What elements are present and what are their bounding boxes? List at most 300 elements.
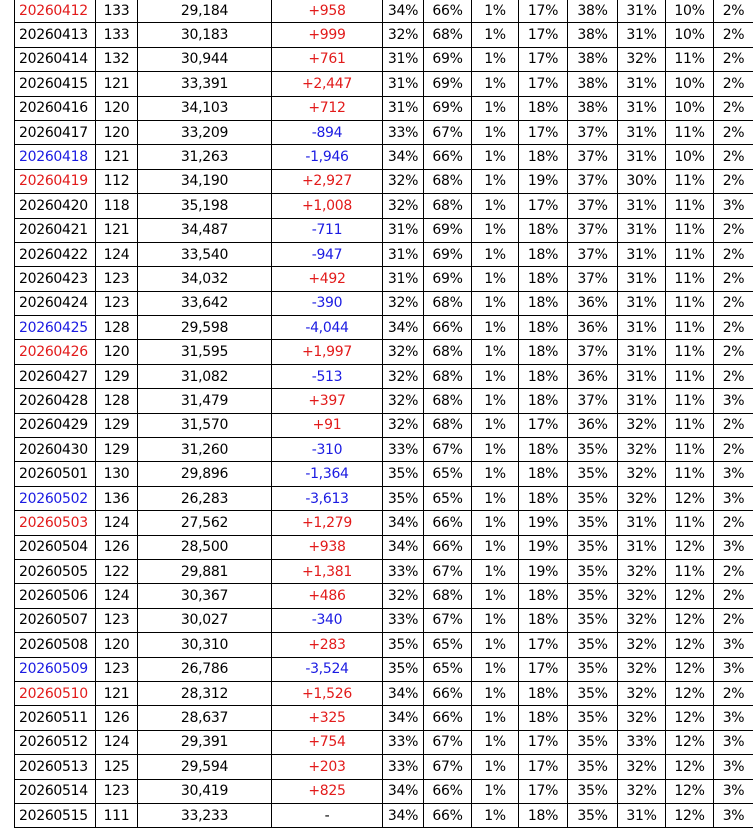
pct-cell-1: 34%: [383, 0, 424, 23]
pct-cell-2: 65%: [424, 462, 472, 486]
total-cell: 31,595: [138, 340, 272, 364]
pct-cell-1: 35%: [383, 633, 424, 657]
change-cell: +825: [272, 779, 383, 803]
pct-cell-3: 1%: [472, 633, 519, 657]
pct-cell-4: 18%: [519, 218, 568, 242]
date-cell: 20260417: [15, 120, 96, 144]
pct-cell-8: 2%: [714, 364, 753, 388]
change-cell: +754: [272, 730, 383, 754]
pct-cell-7: 10%: [666, 72, 714, 96]
table-row: [15, 291, 753, 315]
pct-cell-3: 1%: [472, 120, 519, 144]
count-cell: 123: [96, 291, 138, 315]
pct-cell-5: 37%: [568, 340, 618, 364]
pct-cell-1: 31%: [383, 267, 424, 291]
change-cell: -340: [272, 608, 383, 632]
table-row: [15, 755, 753, 779]
pct-cell-2: 68%: [424, 169, 472, 193]
pct-cell-4: 17%: [519, 657, 568, 681]
date-cell: 20260504: [15, 535, 96, 559]
pct-cell-1: 31%: [383, 72, 424, 96]
change-cell: -: [272, 803, 383, 827]
date-cell: 20260512: [15, 730, 96, 754]
pct-cell-2: 68%: [424, 194, 472, 218]
pct-cell-8: 2%: [714, 47, 753, 71]
total-cell: 33,642: [138, 291, 272, 315]
count-cell: 128: [96, 389, 138, 413]
pct-cell-7: 10%: [666, 145, 714, 169]
pct-cell-7: 11%: [666, 559, 714, 583]
pct-cell-5: 35%: [568, 633, 618, 657]
count-cell: 128: [96, 316, 138, 340]
total-cell: 30,027: [138, 608, 272, 632]
table-row: [15, 120, 753, 144]
pct-cell-4: 18%: [519, 681, 568, 705]
pct-cell-2: 65%: [424, 486, 472, 510]
pct-cell-4: 17%: [519, 779, 568, 803]
date-cell: 20260419: [15, 169, 96, 193]
date-cell: 20260414: [15, 47, 96, 71]
pct-cell-1: 34%: [383, 681, 424, 705]
table-row: [15, 218, 753, 242]
pct-cell-3: 1%: [472, 511, 519, 535]
change-cell: +1,381: [272, 559, 383, 583]
pct-cell-6: 31%: [618, 23, 666, 47]
table-row: [15, 316, 753, 340]
pct-cell-1: 34%: [383, 316, 424, 340]
pct-cell-8: 2%: [714, 559, 753, 583]
pct-cell-5: 35%: [568, 755, 618, 779]
pct-cell-4: 18%: [519, 706, 568, 730]
pct-cell-4: 18%: [519, 291, 568, 315]
table-row: [15, 584, 753, 608]
pct-cell-4: 17%: [519, 194, 568, 218]
change-cell: -894: [272, 120, 383, 144]
pct-cell-1: 33%: [383, 755, 424, 779]
pct-cell-2: 68%: [424, 291, 472, 315]
count-cell: 125: [96, 755, 138, 779]
pct-cell-1: 33%: [383, 730, 424, 754]
total-cell: 34,032: [138, 267, 272, 291]
date-cell: 20260508: [15, 633, 96, 657]
pct-cell-7: 12%: [666, 779, 714, 803]
pct-cell-2: 69%: [424, 242, 472, 266]
table-row: [15, 730, 753, 754]
pct-cell-1: 31%: [383, 96, 424, 120]
pct-cell-7: 10%: [666, 96, 714, 120]
change-cell: -711: [272, 218, 383, 242]
pct-cell-3: 1%: [472, 608, 519, 632]
pct-cell-8: 2%: [714, 218, 753, 242]
pct-cell-1: 31%: [383, 242, 424, 266]
pct-cell-8: 3%: [714, 462, 753, 486]
pct-cell-4: 17%: [519, 47, 568, 71]
table-row: [15, 511, 753, 535]
change-cell: -4,044: [272, 316, 383, 340]
count-cell: 120: [96, 96, 138, 120]
table-row: [15, 169, 753, 193]
table-row: [15, 535, 753, 559]
pct-cell-6: 31%: [618, 120, 666, 144]
date-cell: 20260427: [15, 364, 96, 388]
pct-cell-8: 2%: [714, 681, 753, 705]
table-row: [15, 267, 753, 291]
pct-cell-2: 66%: [424, 0, 472, 23]
pct-cell-8: 3%: [714, 657, 753, 681]
change-cell: +2,927: [272, 169, 383, 193]
total-cell: 31,570: [138, 413, 272, 437]
pct-cell-8: 3%: [714, 633, 753, 657]
pct-cell-7: 11%: [666, 218, 714, 242]
pct-cell-1: 35%: [383, 462, 424, 486]
change-cell: -1,946: [272, 145, 383, 169]
date-cell: 20260511: [15, 706, 96, 730]
pct-cell-3: 1%: [472, 389, 519, 413]
pct-cell-4: 17%: [519, 633, 568, 657]
pct-cell-4: 18%: [519, 316, 568, 340]
pct-cell-6: 31%: [618, 267, 666, 291]
table-row: [15, 657, 753, 681]
pct-cell-8: 2%: [714, 0, 753, 23]
pct-cell-8: 3%: [714, 535, 753, 559]
date-cell: 20260514: [15, 779, 96, 803]
date-cell: 20260425: [15, 316, 96, 340]
total-cell: 31,082: [138, 364, 272, 388]
pct-cell-1: 34%: [383, 779, 424, 803]
pct-cell-1: 34%: [383, 803, 424, 827]
pct-cell-4: 19%: [519, 559, 568, 583]
pct-cell-8: 3%: [714, 194, 753, 218]
pct-cell-2: 66%: [424, 706, 472, 730]
pct-cell-1: 34%: [383, 145, 424, 169]
table-row: [15, 413, 753, 437]
total-cell: 31,260: [138, 438, 272, 462]
pct-cell-2: 65%: [424, 657, 472, 681]
pct-cell-6: 31%: [618, 145, 666, 169]
pct-cell-7: 12%: [666, 584, 714, 608]
pct-cell-2: 67%: [424, 120, 472, 144]
pct-cell-7: 11%: [666, 340, 714, 364]
pct-cell-1: 33%: [383, 120, 424, 144]
date-cell: 20260420: [15, 194, 96, 218]
pct-cell-7: 11%: [666, 291, 714, 315]
count-cell: 129: [96, 438, 138, 462]
change-cell: +958: [272, 0, 383, 23]
pct-cell-5: 35%: [568, 559, 618, 583]
total-cell: 34,190: [138, 169, 272, 193]
total-cell: 35,198: [138, 194, 272, 218]
pct-cell-8: 3%: [714, 779, 753, 803]
pct-cell-5: 36%: [568, 413, 618, 437]
pct-cell-5: 35%: [568, 486, 618, 510]
pct-cell-6: 30%: [618, 169, 666, 193]
pct-cell-8: 2%: [714, 23, 753, 47]
date-cell: 20260418: [15, 145, 96, 169]
pct-cell-8: 2%: [714, 608, 753, 632]
pct-cell-2: 69%: [424, 72, 472, 96]
pct-cell-6: 32%: [618, 438, 666, 462]
pct-cell-6: 31%: [618, 242, 666, 266]
pct-cell-4: 17%: [519, 0, 568, 23]
pct-cell-6: 32%: [618, 633, 666, 657]
pct-cell-6: 31%: [618, 96, 666, 120]
pct-cell-4: 18%: [519, 608, 568, 632]
total-cell: 31,479: [138, 389, 272, 413]
table-row: [15, 194, 753, 218]
total-cell: 28,500: [138, 535, 272, 559]
change-cell: +492: [272, 267, 383, 291]
pct-cell-6: 31%: [618, 316, 666, 340]
change-cell: +325: [272, 706, 383, 730]
pct-cell-6: 32%: [618, 681, 666, 705]
pct-cell-2: 67%: [424, 559, 472, 583]
pct-cell-3: 1%: [472, 535, 519, 559]
pct-cell-2: 68%: [424, 389, 472, 413]
pct-cell-6: 32%: [618, 657, 666, 681]
pct-cell-3: 1%: [472, 438, 519, 462]
pct-cell-8: 2%: [714, 96, 753, 120]
pct-cell-7: 12%: [666, 657, 714, 681]
pct-cell-1: 32%: [383, 291, 424, 315]
pct-cell-5: 35%: [568, 535, 618, 559]
pct-cell-5: 36%: [568, 291, 618, 315]
pct-cell-6: 31%: [618, 340, 666, 364]
pct-cell-7: 11%: [666, 267, 714, 291]
total-cell: 26,283: [138, 486, 272, 510]
pct-cell-5: 35%: [568, 511, 618, 535]
table-row: [15, 0, 753, 23]
pct-cell-4: 18%: [519, 462, 568, 486]
count-cell: 129: [96, 364, 138, 388]
pct-cell-5: 37%: [568, 145, 618, 169]
pct-cell-7: 11%: [666, 511, 714, 535]
count-cell: 130: [96, 462, 138, 486]
daily-stats-table: [14, 0, 753, 828]
pct-cell-7: 11%: [666, 242, 714, 266]
total-cell: 29,598: [138, 316, 272, 340]
change-cell: +938: [272, 535, 383, 559]
pct-cell-6: 32%: [618, 559, 666, 583]
total-cell: 28,312: [138, 681, 272, 705]
pct-cell-8: 3%: [714, 730, 753, 754]
count-cell: 133: [96, 0, 138, 23]
pct-cell-7: 10%: [666, 23, 714, 47]
count-cell: 120: [96, 340, 138, 364]
change-cell: +397: [272, 389, 383, 413]
pct-cell-7: 11%: [666, 194, 714, 218]
table-row: [15, 559, 753, 583]
pct-cell-5: 38%: [568, 0, 618, 23]
pct-cell-3: 1%: [472, 803, 519, 827]
date-cell: 20260515: [15, 803, 96, 827]
date-cell: 20260412: [15, 0, 96, 23]
pct-cell-3: 1%: [472, 584, 519, 608]
pct-cell-3: 1%: [472, 291, 519, 315]
pct-cell-6: 31%: [618, 291, 666, 315]
pct-cell-2: 66%: [424, 803, 472, 827]
table-row: [15, 486, 753, 510]
change-cell: +712: [272, 96, 383, 120]
count-cell: 124: [96, 730, 138, 754]
pct-cell-8: 2%: [714, 242, 753, 266]
table-row: [15, 462, 753, 486]
total-cell: 33,540: [138, 242, 272, 266]
pct-cell-6: 31%: [618, 0, 666, 23]
pct-cell-3: 1%: [472, 72, 519, 96]
date-cell: 20260505: [15, 559, 96, 583]
table-row: [15, 340, 753, 364]
pct-cell-8: 2%: [714, 72, 753, 96]
pct-cell-1: 34%: [383, 706, 424, 730]
pct-cell-4: 18%: [519, 486, 568, 510]
pct-cell-7: 12%: [666, 535, 714, 559]
pct-cell-5: 35%: [568, 584, 618, 608]
table-row: [15, 803, 753, 827]
pct-cell-8: 2%: [714, 340, 753, 364]
count-cell: 120: [96, 633, 138, 657]
change-cell: +1,526: [272, 681, 383, 705]
pct-cell-5: 38%: [568, 23, 618, 47]
pct-cell-6: 32%: [618, 462, 666, 486]
pct-cell-3: 1%: [472, 340, 519, 364]
date-cell: 20260507: [15, 608, 96, 632]
table-row: [15, 779, 753, 803]
pct-cell-5: 35%: [568, 779, 618, 803]
date-cell: 20260513: [15, 755, 96, 779]
pct-cell-3: 1%: [472, 657, 519, 681]
pct-cell-7: 12%: [666, 633, 714, 657]
pct-cell-5: 35%: [568, 462, 618, 486]
pct-cell-4: 19%: [519, 169, 568, 193]
count-cell: 124: [96, 511, 138, 535]
pct-cell-6: 31%: [618, 364, 666, 388]
pct-cell-4: 18%: [519, 438, 568, 462]
pct-cell-3: 1%: [472, 145, 519, 169]
table-row: [15, 681, 753, 705]
pct-cell-6: 31%: [618, 389, 666, 413]
pct-cell-5: 35%: [568, 730, 618, 754]
pct-cell-3: 1%: [472, 169, 519, 193]
pct-cell-7: 11%: [666, 47, 714, 71]
change-cell: -3,613: [272, 486, 383, 510]
total-cell: 33,391: [138, 72, 272, 96]
pct-cell-1: 32%: [383, 389, 424, 413]
pct-cell-5: 37%: [568, 218, 618, 242]
count-cell: 123: [96, 267, 138, 291]
pct-cell-4: 18%: [519, 267, 568, 291]
pct-cell-6: 33%: [618, 730, 666, 754]
pct-cell-4: 18%: [519, 584, 568, 608]
pct-cell-4: 18%: [519, 96, 568, 120]
pct-cell-6: 32%: [618, 706, 666, 730]
pct-cell-4: 18%: [519, 389, 568, 413]
table-row: [15, 438, 753, 462]
count-cell: 121: [96, 218, 138, 242]
pct-cell-7: 12%: [666, 486, 714, 510]
date-cell: 20260509: [15, 657, 96, 681]
pct-cell-2: 67%: [424, 608, 472, 632]
pct-cell-5: 37%: [568, 194, 618, 218]
count-cell: 121: [96, 681, 138, 705]
total-cell: 29,896: [138, 462, 272, 486]
table-row: [15, 389, 753, 413]
pct-cell-7: 11%: [666, 169, 714, 193]
count-cell: 122: [96, 559, 138, 583]
pct-cell-3: 1%: [472, 755, 519, 779]
pct-cell-2: 65%: [424, 633, 472, 657]
count-cell: 123: [96, 608, 138, 632]
pct-cell-5: 38%: [568, 72, 618, 96]
pct-cell-4: 17%: [519, 413, 568, 437]
change-cell: +283: [272, 633, 383, 657]
total-cell: 27,562: [138, 511, 272, 535]
total-cell: 29,881: [138, 559, 272, 583]
pct-cell-2: 66%: [424, 535, 472, 559]
change-cell: -3,524: [272, 657, 383, 681]
pct-cell-7: 12%: [666, 608, 714, 632]
change-cell: +1,279: [272, 511, 383, 535]
pct-cell-1: 32%: [383, 340, 424, 364]
table-row: [15, 47, 753, 71]
pct-cell-3: 1%: [472, 364, 519, 388]
pct-cell-4: 17%: [519, 120, 568, 144]
count-cell: 132: [96, 47, 138, 71]
total-cell: 26,786: [138, 657, 272, 681]
pct-cell-5: 37%: [568, 120, 618, 144]
pct-cell-7: 10%: [666, 0, 714, 23]
pct-cell-3: 1%: [472, 486, 519, 510]
pct-cell-6: 32%: [618, 486, 666, 510]
pct-cell-1: 32%: [383, 584, 424, 608]
pct-cell-4: 17%: [519, 23, 568, 47]
pct-cell-6: 32%: [618, 413, 666, 437]
count-cell: 129: [96, 413, 138, 437]
pct-cell-8: 2%: [714, 511, 753, 535]
total-cell: 30,944: [138, 47, 272, 71]
pct-cell-4: 17%: [519, 730, 568, 754]
total-cell: 33,209: [138, 120, 272, 144]
pct-cell-5: 38%: [568, 47, 618, 71]
pct-cell-4: 19%: [519, 511, 568, 535]
pct-cell-8: 2%: [714, 584, 753, 608]
total-cell: 31,263: [138, 145, 272, 169]
pct-cell-8: 2%: [714, 438, 753, 462]
pct-cell-6: 32%: [618, 779, 666, 803]
pct-cell-1: 35%: [383, 486, 424, 510]
pct-cell-1: 31%: [383, 47, 424, 71]
pct-cell-3: 1%: [472, 413, 519, 437]
table-row: [15, 608, 753, 632]
pct-cell-3: 1%: [472, 316, 519, 340]
table-row: [15, 145, 753, 169]
count-cell: 112: [96, 169, 138, 193]
pct-cell-2: 66%: [424, 779, 472, 803]
pct-cell-5: 37%: [568, 169, 618, 193]
pct-cell-2: 69%: [424, 96, 472, 120]
pct-cell-8: 2%: [714, 145, 753, 169]
pct-cell-2: 66%: [424, 511, 472, 535]
count-cell: 136: [96, 486, 138, 510]
pct-cell-6: 32%: [618, 584, 666, 608]
date-cell: 20260422: [15, 242, 96, 266]
change-cell: +203: [272, 755, 383, 779]
change-cell: -513: [272, 364, 383, 388]
pct-cell-1: 33%: [383, 438, 424, 462]
pct-cell-7: 12%: [666, 681, 714, 705]
table-row: [15, 96, 753, 120]
pct-cell-1: 32%: [383, 364, 424, 388]
pct-cell-4: 19%: [519, 535, 568, 559]
